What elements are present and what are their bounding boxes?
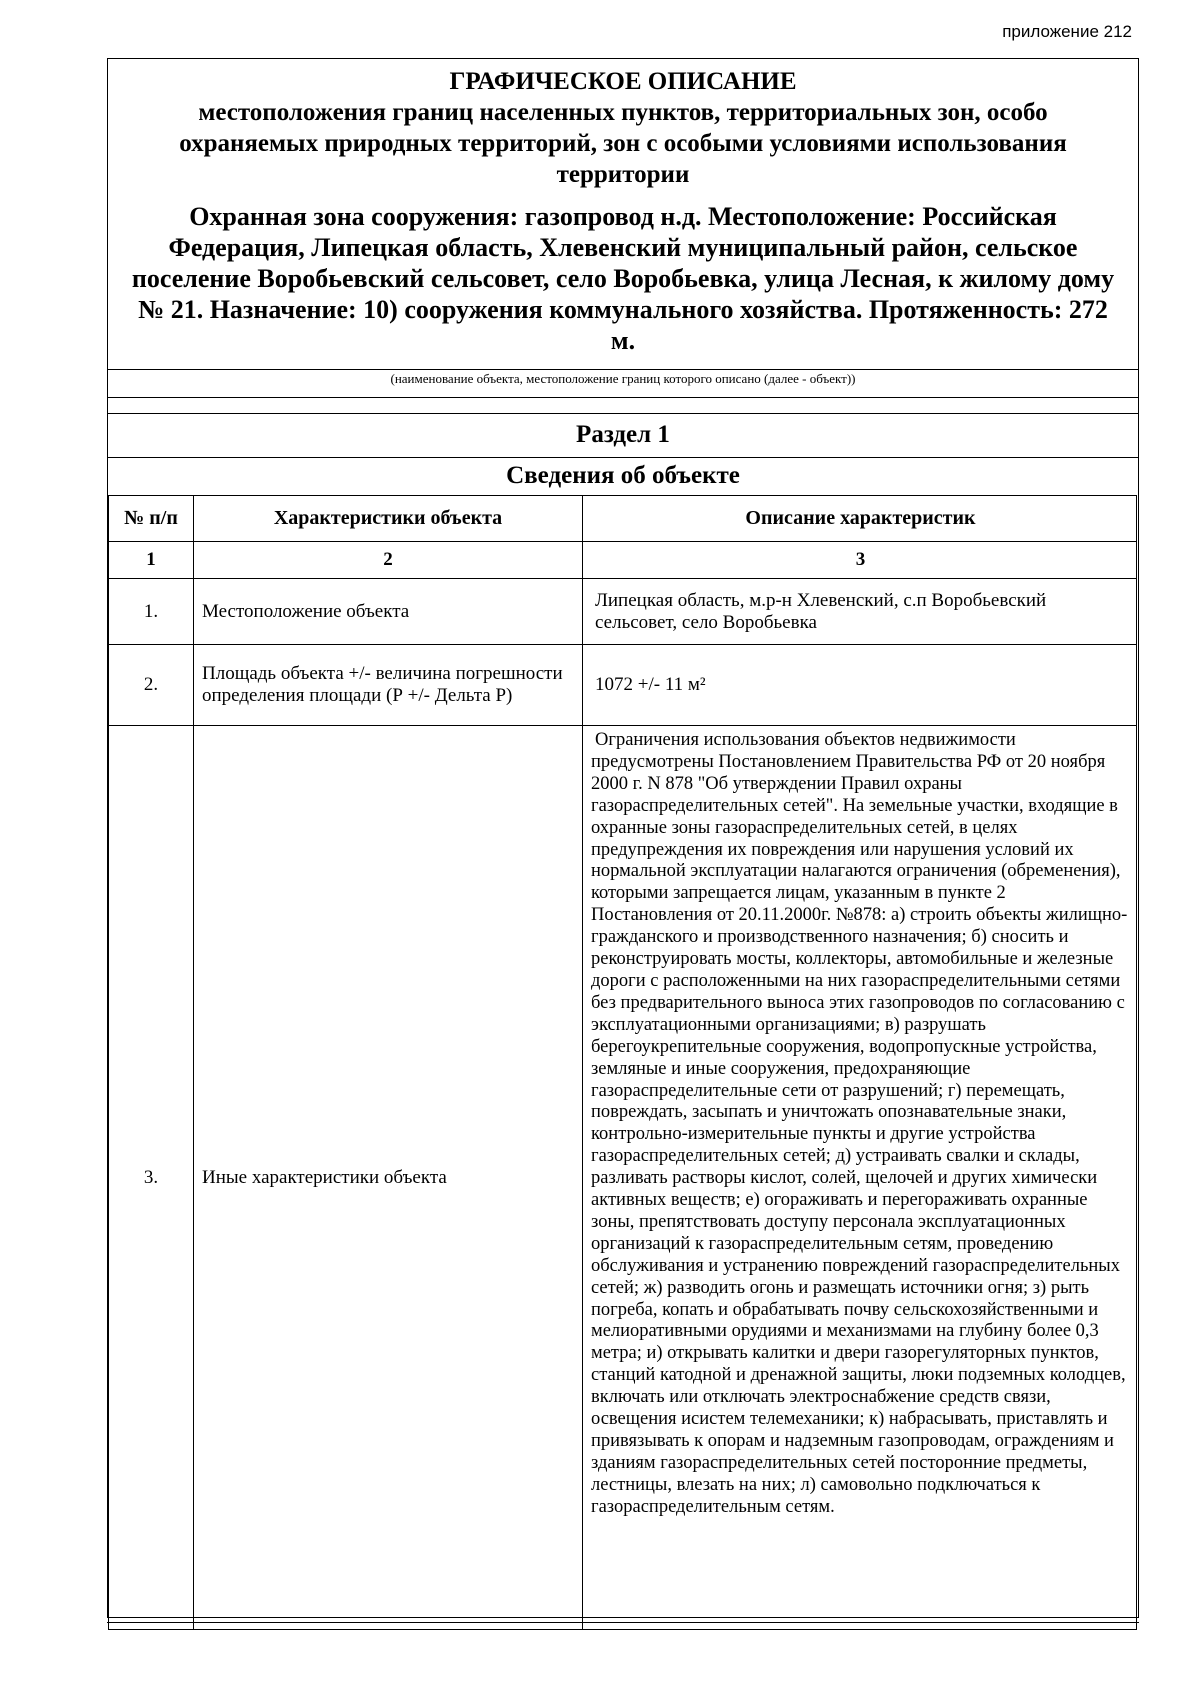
- row-name: [194, 726, 583, 1630]
- row-value-text: 1072 +/- 11 м²: [595, 674, 706, 695]
- column-number-row: [109, 542, 1137, 579]
- row-number: 3.: [109, 726, 194, 1630]
- row-name-text: Площадь объекта +/- величина погрешности определения площади (Р +/- Дельта Р): [202, 663, 563, 706]
- divider: [108, 397, 1138, 398]
- document-subtitle: местоположения границ населенных пунктов, территориальных зон, особо охраняемых природных территорий, зон с особыми условиями использования территории: [179, 99, 1067, 188]
- row-name-text: Местоположение объекта: [202, 600, 410, 622]
- row-name: [194, 579, 583, 645]
- title-block: [108, 59, 1138, 367]
- column-number: 1: [109, 542, 194, 579]
- row-value-text: Липецкая область, м.р-н Хлевенский, с.п Воробьевский сельсовет, село Воробьевка: [595, 589, 1047, 633]
- table-row: [109, 645, 1137, 726]
- column-number: 3: [583, 542, 1137, 579]
- row-name: [194, 645, 583, 726]
- header-characteristics: Характеристики объекта: [194, 496, 583, 542]
- table-row: [109, 726, 1137, 1630]
- row-number: 2.: [109, 645, 194, 726]
- document-frame: [107, 58, 1139, 1618]
- column-number: 2: [194, 542, 583, 579]
- table-row: [109, 579, 1137, 645]
- row-name-text: Иные характеристики объекта: [202, 1166, 447, 1188]
- row-value: [583, 726, 1137, 1630]
- header-number: № п/п: [109, 496, 194, 542]
- object-info-table: [108, 495, 1137, 1630]
- section-title: Раздел 1: [576, 421, 670, 448]
- appendix-label: приложение 212: [1002, 22, 1132, 41]
- object-caption: (наименование объекта, местоположение границ которого описано (далее - объект)): [390, 371, 856, 386]
- row-value-text: Ограничения использования объектов недвижимости предусмотрены Постановлением Правительства РФ от 20 ноября 2000 г. N 878 "Об утверждении Правил охраны газораспределительных сетей". На земельные участки, входящие в охранные зоны газораспределительных сетей, в целях предупреждения их повреждения или нарушения условий их нормальной эксплуатации налагаются ограничения (обременения), которыми запрещается лицам, указанным в пункте 2 Постановления от 20.11.2000г. №878: а) строить объекты жилищно-гражданского и производственного назначения; б) сносить и реконструировать мосты, коллекторы, автомобильные и железные дороги с расположенными на них газораспределительными сетями без предварительного выноса этих газопроводов по согласованию с эксплуатационными организациями; в) разрушать берегоукрепительные сооружения, водопропускные устройства, земляные и иные сооружения, предохраняющие газораспределительные сети от разрушений; г) перемещать, повреждать, засыпать и уничтожать опознавательные знаки, контрольно-измерительные пункты и другие устройства газораспределительных сетей; д) устраивать свалки и склады, разливать растворы кислот, солей, щелочей и других химически активных веществ; е) огораживать и перегораживать охранные зоны, препятствовать доступу персонала эксплуатационных организаций к газораспределительным сетям, проведению обслуживания и устранению повреждений газораспределительных сетей; ж) разводить огонь и размещать источники огня; з) рыть погреба, копать и обрабатывать почву сельскохозяйственными и мелиоративными орудиями и механизмами на глубину более 0,3 метра; и) открывать калитки и двери газорегуляторных пунктов, станций катодной и дренажной защиты, люки подземных колодцев, включать или отключать электроснабжение средств связи, освещения исистем телемеханики; к) набрасывать, приставлять и привязывать к опорам и надземным газопроводам, ограждениям и зданиям газораспределительных сетей посторонние предметы, лестницы, влезать на них; л) самовольно подключаться к газораспределительным сетям.: [591, 730, 1128, 1517]
- bottom-divider: [107, 1622, 1139, 1623]
- row-value: [583, 579, 1137, 645]
- document-title: ГРАФИЧЕСКОЕ ОПИСАНИЕ: [449, 68, 797, 95]
- divider: [108, 369, 1138, 370]
- table-header-row: [109, 496, 1137, 542]
- row-value: [583, 645, 1137, 726]
- object-title: Охранная зона сооружения: газопровод н.д. Местоположение: Российская Федерация, Липецкая область, Хлевенский муниципальный район, сельское поселение Воробьевский сельсовет, село Воробьевка, улица Лесная, к жилому дому № 21. Назначение: 10) сооружения коммунального хозяйства. Протяженность: 272 м.: [131, 202, 1115, 355]
- header-description: Описание характеристик: [583, 496, 1137, 542]
- row-number: 1.: [109, 579, 194, 645]
- section-subtitle: Сведения об объекте: [506, 462, 740, 489]
